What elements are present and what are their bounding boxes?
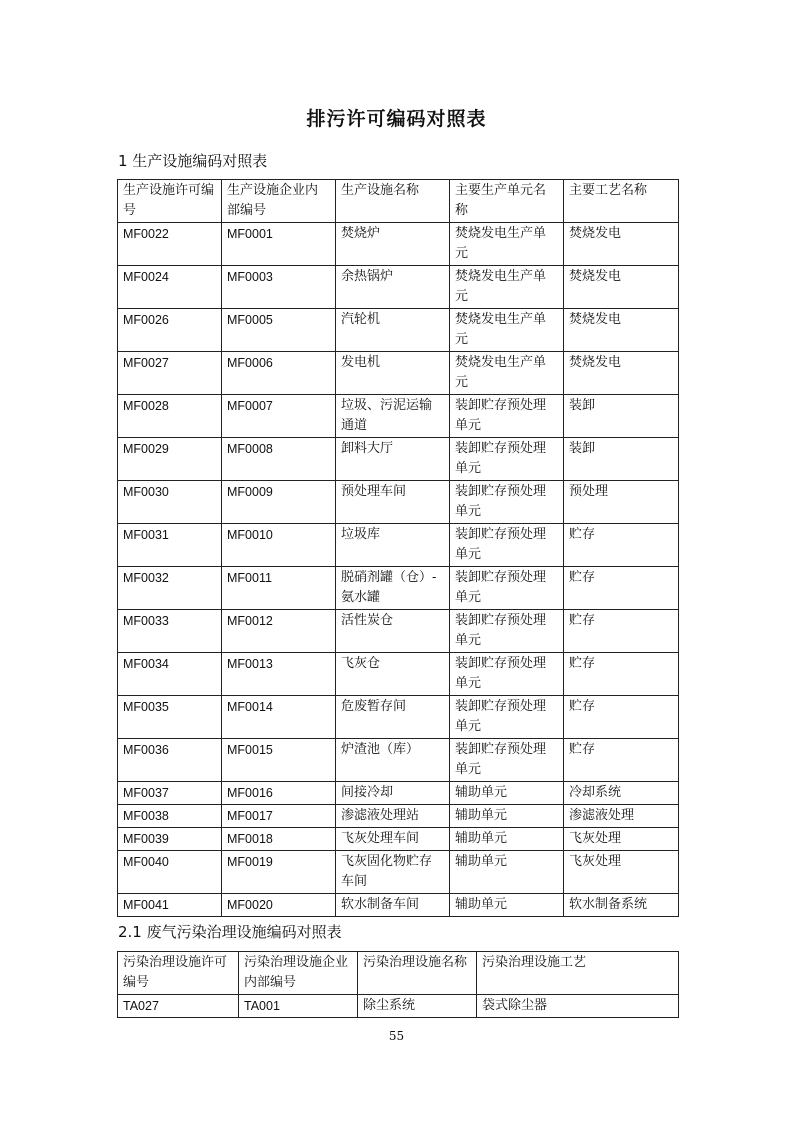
table-cell: MF0029 [118, 438, 222, 481]
table-cell: MF0017 [222, 805, 336, 828]
table-cell: MF0037 [118, 782, 222, 805]
table-cell: 贮存 [564, 567, 679, 610]
table-header-row [118, 180, 679, 223]
table-cell: 贮存 [564, 610, 679, 653]
table-cell: MF0033 [118, 610, 222, 653]
table-cell: MF0041 [118, 894, 222, 917]
table-cell: 装卸贮存预处理单元 [450, 524, 564, 567]
table-row [118, 309, 679, 352]
table-cell: MF0040 [118, 851, 222, 894]
table-cell: 袋式除尘器 [477, 995, 679, 1018]
table-cell: MF0010 [222, 524, 336, 567]
table-cell: 余热锅炉 [336, 266, 450, 309]
column-header: 污染治理设施工艺 [477, 952, 679, 995]
table-row [118, 894, 679, 917]
column-header: 生产设施许可编号 [118, 180, 222, 223]
table-cell: 装卸 [564, 395, 679, 438]
table-cell: 装卸贮存预处理单元 [450, 395, 564, 438]
table-cell: MF0022 [118, 223, 222, 266]
table-cell: 垃圾库 [336, 524, 450, 567]
column-header: 污染治理设施企业内部编号 [239, 952, 358, 995]
table-row [118, 782, 679, 805]
page-title: 排污许可编码对照表 [306, 108, 487, 130]
column-header: 生产设施名称 [336, 180, 450, 223]
table-cell: MF0001 [222, 223, 336, 266]
table-cell: 焚烧发电 [564, 266, 679, 309]
table-cell: 渗滤液处理站 [336, 805, 450, 828]
table-row [118, 438, 679, 481]
table-cell: MF0026 [118, 309, 222, 352]
table-cell: MF0018 [222, 828, 336, 851]
table-cell: MF0034 [118, 653, 222, 696]
table-cell: MF0031 [118, 524, 222, 567]
table-cell: 贮存 [564, 524, 679, 567]
table-row [118, 481, 679, 524]
table-cell: 辅助单元 [450, 894, 564, 917]
table-cell: 装卸贮存预处理单元 [450, 739, 564, 782]
table-cell: MF0019 [222, 851, 336, 894]
table-cell: MF0003 [222, 266, 336, 309]
table-cell: 装卸贮存预处理单元 [450, 438, 564, 481]
table-cell: 焚烧发电生产单元 [450, 223, 564, 266]
table-cell: 发电机 [336, 352, 450, 395]
table-row [118, 653, 679, 696]
table-row [118, 610, 679, 653]
table-cell: 焚烧发电 [564, 309, 679, 352]
table-cell: 辅助单元 [450, 828, 564, 851]
table-cell: 装卸 [564, 438, 679, 481]
table-cell: MF0028 [118, 395, 222, 438]
table-cell: 辅助单元 [450, 851, 564, 894]
column-header: 污染治理设施许可编号 [118, 952, 239, 995]
table-row [118, 352, 679, 395]
table-row [118, 805, 679, 828]
column-header: 污染治理设施名称 [358, 952, 477, 995]
table-cell: MF0007 [222, 395, 336, 438]
table-cell: MF0006 [222, 352, 336, 395]
table-cell: 渗滤液处理 [564, 805, 679, 828]
column-header: 主要工艺名称 [564, 180, 679, 223]
table-row [118, 223, 679, 266]
table-cell: 卸料大厅 [336, 438, 450, 481]
table-cell: 飞灰处理 [564, 828, 679, 851]
table-cell: 贮存 [564, 653, 679, 696]
table-row [118, 828, 679, 851]
page-number: 55 [388, 1029, 405, 1043]
table-cell: 冷却系统 [564, 782, 679, 805]
table-cell: MF0032 [118, 567, 222, 610]
table-row [118, 995, 679, 1018]
table-header-row [118, 952, 679, 995]
column-header: 生产设施企业内部编号 [222, 180, 336, 223]
table-cell: MF0005 [222, 309, 336, 352]
section-heading-waste-gas: 2.1 废气污染治理设施编码对照表 [118, 923, 342, 941]
table-row [118, 266, 679, 309]
table-row [118, 696, 679, 739]
table-cell: MF0020 [222, 894, 336, 917]
table-cell: 飞灰仓 [336, 653, 450, 696]
table-cell: 焚烧发电 [564, 352, 679, 395]
table-cell: 装卸贮存预处理单元 [450, 696, 564, 739]
table-cell: MF0039 [118, 828, 222, 851]
table-cell: 辅助单元 [450, 805, 564, 828]
table-cell: 焚烧发电 [564, 223, 679, 266]
table-cell: 飞灰处理 [564, 851, 679, 894]
table-cell: 装卸贮存预处理单元 [450, 653, 564, 696]
table-cell: MF0030 [118, 481, 222, 524]
table-cell: 飞灰处理车间 [336, 828, 450, 851]
table-cell: 焚烧发电生产单元 [450, 309, 564, 352]
table-cell: 垃圾、污泥运输通道 [336, 395, 450, 438]
table-cell: 除尘系统 [358, 995, 477, 1018]
table-cell: 焚烧发电生产单元 [450, 352, 564, 395]
table-cell: 间接冷却 [336, 782, 450, 805]
production-facility-table [117, 179, 679, 917]
table-cell: MF0012 [222, 610, 336, 653]
table-cell: TA027 [118, 995, 239, 1018]
table-cell: 焚烧发电生产单元 [450, 266, 564, 309]
table-cell: MF0038 [118, 805, 222, 828]
column-header: 主要生产单元名称 [450, 180, 564, 223]
table-cell: 贮存 [564, 739, 679, 782]
table-row [118, 851, 679, 894]
table-cell: 汽轮机 [336, 309, 450, 352]
table-cell: 装卸贮存预处理单元 [450, 481, 564, 524]
table-cell: MF0027 [118, 352, 222, 395]
table-cell: MF0011 [222, 567, 336, 610]
table-cell: 飞灰固化物贮存车间 [336, 851, 450, 894]
table-cell: MF0008 [222, 438, 336, 481]
table-cell: MF0024 [118, 266, 222, 309]
table-cell: 危废暂存间 [336, 696, 450, 739]
table-cell: MF0035 [118, 696, 222, 739]
table-cell: 炉渣池（库） [336, 739, 450, 782]
table-cell: 预处理 [564, 481, 679, 524]
table-cell: MF0036 [118, 739, 222, 782]
table-cell: 贮存 [564, 696, 679, 739]
table-cell: MF0014 [222, 696, 336, 739]
table-cell: 脱硝剂罐（仓）-氨水罐 [336, 567, 450, 610]
table-row [118, 567, 679, 610]
table-cell: 软水制备车间 [336, 894, 450, 917]
table-cell: MF0016 [222, 782, 336, 805]
table-cell: MF0015 [222, 739, 336, 782]
table-cell: 焚烧炉 [336, 223, 450, 266]
table-cell: TA001 [239, 995, 358, 1018]
table-row [118, 395, 679, 438]
pollution-control-table [117, 951, 679, 1018]
table-cell: 装卸贮存预处理单元 [450, 567, 564, 610]
table-cell: MF0009 [222, 481, 336, 524]
table-row [118, 739, 679, 782]
table-cell: 软水制备系统 [564, 894, 679, 917]
section-heading-production: 1 生产设施编码对照表 [118, 152, 268, 170]
table-cell: MF0013 [222, 653, 336, 696]
table-row [118, 524, 679, 567]
table-cell: 活性炭仓 [336, 610, 450, 653]
table-cell: 辅助单元 [450, 782, 564, 805]
table-cell: 装卸贮存预处理单元 [450, 610, 564, 653]
table-cell: 预处理车间 [336, 481, 450, 524]
